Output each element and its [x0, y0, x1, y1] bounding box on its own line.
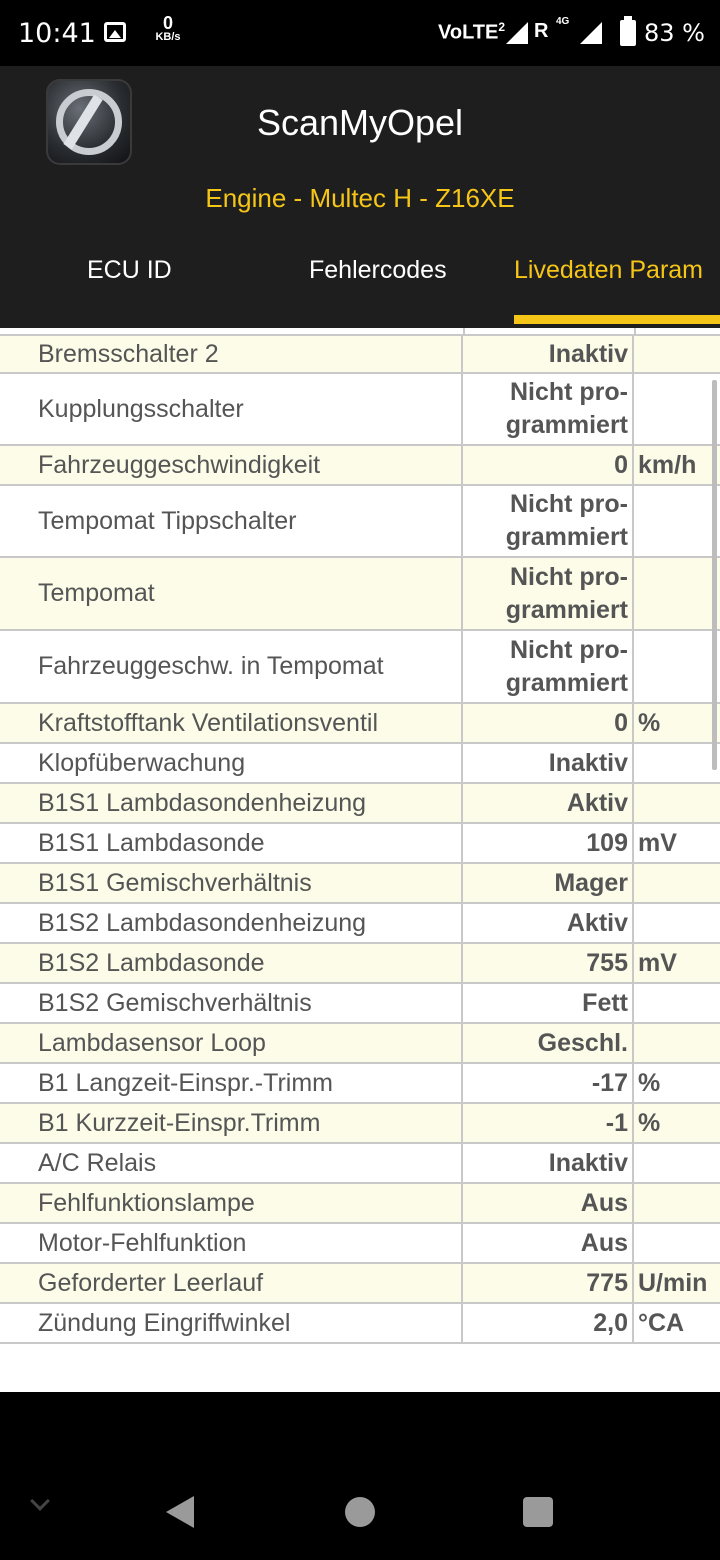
battery-icon	[620, 20, 636, 46]
param-unit	[634, 1184, 720, 1222]
param-unit	[634, 864, 720, 902]
param-name: Kupplungsschalter	[0, 374, 463, 444]
param-value: Aktiv	[463, 784, 634, 822]
signal-icon-sim2	[580, 22, 602, 44]
roaming-indicator: R	[534, 20, 549, 42]
param-value: Inaktiv	[463, 744, 634, 782]
volte-indicator	[438, 20, 505, 45]
table-row	[0, 784, 720, 824]
table-row	[0, 1064, 720, 1104]
table-row	[0, 1184, 720, 1224]
table-row	[0, 744, 720, 784]
param-value: Inaktiv	[463, 336, 634, 372]
param-name: Zündung Eingriffwinkel	[0, 1304, 463, 1342]
param-unit	[634, 558, 720, 629]
param-unit: U/min	[634, 1264, 720, 1302]
param-value: 2,0	[463, 1304, 634, 1342]
param-unit	[634, 1024, 720, 1062]
status-time: 10:41	[18, 18, 96, 49]
param-unit	[634, 486, 720, 556]
param-value: Geschl.	[463, 1024, 634, 1062]
param-name: Tempomat Tippschalter	[0, 486, 463, 556]
battery-percent: 83 %	[644, 19, 705, 47]
param-value: Aus	[463, 1224, 634, 1262]
net-speed-unit: KB/s	[155, 31, 181, 43]
param-unit: mV	[638, 828, 677, 857]
param-unit: %	[638, 1068, 661, 1097]
param-name: Kraftstofftank Ventilationsventil	[0, 704, 463, 742]
network-type: 4G	[556, 16, 570, 27]
param-name: B1S2 Gemischverhältnis	[0, 984, 463, 1022]
param-value: 0	[463, 704, 634, 742]
param-value: Aktiv	[463, 904, 634, 942]
param-name: A/C Relais	[0, 1144, 463, 1182]
active-tab-indicator	[514, 315, 720, 324]
param-name: B1S1 Lambdasonde	[0, 824, 463, 862]
signal-icon-sim1	[506, 22, 528, 44]
app-title: ScanMyOpel	[256, 102, 464, 143]
table-row	[0, 631, 720, 704]
tab-fehlercodes[interactable]: Fehlercodes	[309, 256, 447, 284]
param-value: -17	[463, 1064, 634, 1102]
param-name: B1S1 Gemischverhältnis	[0, 864, 463, 902]
status-bar	[0, 0, 720, 66]
param-value: 775	[463, 1264, 634, 1302]
param-name: Klopfüberwachung	[0, 744, 463, 782]
param-unit: %	[634, 704, 720, 742]
table-row	[0, 824, 720, 864]
param-unit	[634, 374, 720, 444]
volte-sim: 2	[498, 20, 506, 34]
param-value: 0	[463, 446, 634, 484]
table-row	[0, 374, 720, 446]
volte-label: VoLTE	[438, 21, 499, 44]
param-value: Nicht pro- grammiert	[463, 374, 634, 444]
param-unit	[634, 336, 720, 372]
table-row	[0, 486, 720, 558]
recents-icon[interactable]	[523, 1497, 553, 1527]
back-icon[interactable]	[166, 1496, 194, 1528]
param-name: B1S2 Lambdasonde	[0, 944, 463, 982]
param-name: Fahrzeuggeschwindigkeit	[0, 446, 463, 484]
table-row	[0, 984, 720, 1024]
param-value: Mager	[463, 864, 634, 902]
param-unit	[634, 1144, 720, 1182]
param-name: B1 Langzeit-Einspr.-Trimm	[0, 1064, 463, 1102]
table-row	[0, 1144, 720, 1184]
app-header	[0, 66, 720, 328]
table-row	[0, 1304, 720, 1344]
param-name: Fahrzeuggeschw. in Tempomat	[0, 631, 463, 702]
param-value: 109	[463, 824, 634, 862]
param-unit	[634, 1224, 720, 1262]
param-value: -1	[463, 1104, 634, 1142]
param-name: B1S1 Lambdasondenheizung	[0, 784, 463, 822]
param-unit	[634, 744, 720, 782]
table-row	[0, 558, 720, 631]
table-row	[0, 1104, 720, 1144]
table-row	[0, 704, 720, 744]
param-name: Fehlfunktionslampe	[0, 1184, 463, 1222]
home-icon[interactable]	[345, 1497, 375, 1527]
nav-collapse-icon[interactable]	[30, 1491, 50, 1511]
table-row	[0, 944, 720, 984]
table-row	[0, 1264, 720, 1304]
param-unit: %	[634, 1104, 720, 1142]
param-value: 755	[463, 944, 634, 982]
param-value: Aus	[463, 1184, 634, 1222]
param-unit: km/h	[634, 446, 720, 484]
table-row	[0, 1024, 720, 1064]
param-name: Bremsschalter 2	[0, 336, 463, 372]
param-unit	[634, 784, 720, 822]
table-row	[0, 864, 720, 904]
param-value: Nicht pro- grammiert	[463, 486, 634, 556]
table-row	[0, 1224, 720, 1264]
param-unit: mV	[634, 944, 720, 982]
gallery-notification-icon	[104, 22, 126, 42]
net-speed-value: 0	[162, 13, 173, 33]
param-value: Nicht pro- grammiert	[463, 631, 634, 702]
param-unit	[634, 984, 720, 1022]
system-nav-bar	[0, 1392, 720, 1560]
param-name: Motor-Fehlfunktion	[0, 1224, 463, 1262]
param-unit: °CA	[638, 1308, 685, 1337]
param-value: Inaktiv	[463, 1144, 634, 1182]
param-name: Geforderter Leerlauf	[0, 1264, 463, 1302]
param-value: Fett	[463, 984, 634, 1022]
table-top-strip	[0, 328, 720, 336]
live-data-table[interactable]	[0, 328, 720, 1392]
param-name: B1S2 Lambdasondenheizung	[0, 904, 463, 942]
table-row	[0, 336, 720, 374]
scrollbar-thumb[interactable]	[712, 380, 717, 770]
param-unit	[634, 631, 720, 702]
param-unit	[634, 904, 720, 942]
ecu-subtitle: Engine - Multec H - Z16XE	[205, 183, 515, 213]
table-row	[0, 904, 720, 944]
net-speed	[152, 14, 184, 43]
tab-ecu-id[interactable]: ECU ID	[87, 256, 172, 284]
param-name: B1 Kurzzeit-Einspr.Trimm	[0, 1104, 463, 1142]
tab-livedaten[interactable]: Livedaten Param	[514, 256, 704, 284]
param-value: Nicht pro- grammiert	[463, 558, 634, 629]
table-row	[0, 446, 720, 486]
table-rows	[0, 336, 720, 1344]
param-name: Tempomat	[0, 558, 463, 629]
param-name: Lambdasensor Loop	[0, 1024, 463, 1062]
